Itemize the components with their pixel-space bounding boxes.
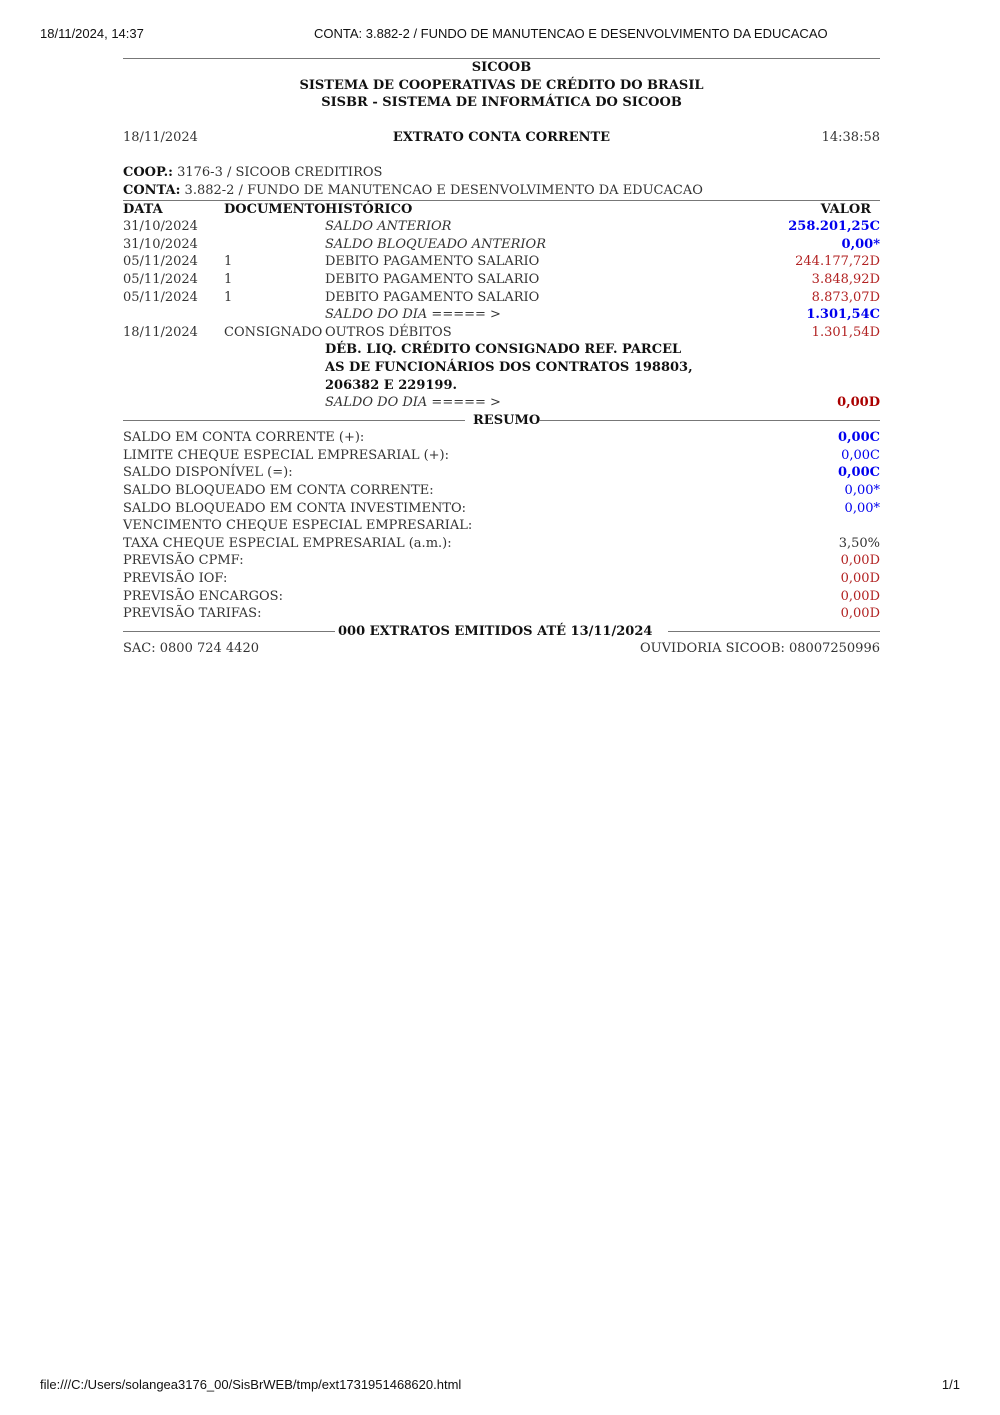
row-value: 244.177,72D xyxy=(795,254,880,270)
separator-rule-left xyxy=(123,631,335,632)
table-row xyxy=(123,236,880,254)
resumo-item xyxy=(123,447,880,465)
sac-phone: SAC: 0800 724 4420 xyxy=(123,641,259,657)
resumo-label: SALDO BLOQUEADO EM CONTA CORRENTE: xyxy=(123,483,434,499)
resumo-item xyxy=(123,500,880,518)
table-row xyxy=(123,253,880,271)
resumo-label: PREVISÃO CPMF: xyxy=(123,553,244,569)
col-valor: VALOR xyxy=(820,201,871,217)
resumo-item xyxy=(123,482,880,500)
extratos-count: 000 EXTRATOS EMITIDOS ATÉ 13/11/2024 xyxy=(338,623,653,639)
row-document: 1 xyxy=(224,271,233,287)
resumo-title: RESUMO xyxy=(473,412,541,428)
statement-title-row xyxy=(123,129,880,147)
coop-label: COOP.: xyxy=(123,165,173,181)
row-value: 1.301,54D xyxy=(811,324,880,340)
table-row xyxy=(123,289,880,307)
resumo-value: 0,00* xyxy=(844,500,880,516)
row-date: 31/10/2024 xyxy=(123,219,198,235)
extratos-separator xyxy=(123,623,880,641)
resumo-value: 3,50% xyxy=(838,535,880,551)
coop-row xyxy=(123,164,880,182)
coop-value: 3176-3 / SICOOB CREDITIROS xyxy=(177,165,383,181)
separator-rule-right xyxy=(539,420,880,421)
print-url: file:///C:/Users/solangea3176_00/SisBrWEB/tmp/ext1731951468620.html xyxy=(40,1377,462,1392)
row-history: DEBITO PAGAMENTO SALARIO xyxy=(325,271,540,287)
print-title: CONTA: 3.882-2 / FUNDO DE MANUTENCAO E DESENVOLVIMENTO DA EDUCACAO xyxy=(314,26,828,41)
spacer xyxy=(123,112,880,129)
row-history-detail: DÉB. LIQ. CRÉDITO CONSIGNADO REF. PARCEL xyxy=(325,342,682,358)
print-datetime: 18/11/2024, 14:37 xyxy=(40,26,144,41)
resumo-value: 0,00C xyxy=(837,465,880,481)
header-system-name: SISTEMA DE COOPERATIVAS DE CRÉDITO DO BRASIL xyxy=(299,77,704,93)
table-row-detail xyxy=(123,377,880,395)
row-history-detail: AS DE FUNCIONÁRIOS DOS CONTRATOS 198803, xyxy=(325,359,693,375)
col-documento: DOCUMENTO xyxy=(224,201,326,217)
resumo-label: TAXA CHEQUE ESPECIAL EMPRESARIAL (a.m.): xyxy=(123,535,452,551)
conta-label: CONTA: xyxy=(123,182,181,198)
table-row-detail xyxy=(123,359,880,377)
row-document: 1 xyxy=(224,289,233,305)
header-sisbr: SISBR - SISTEMA DE INFORMÁTICA DO SICOOB xyxy=(321,95,682,111)
resumo-separator xyxy=(123,412,880,430)
resumo-label: VENCIMENTO CHEQUE ESPECIAL EMPRESARIAL: xyxy=(123,518,473,534)
resumo-value: 0,00D xyxy=(840,553,880,569)
row-document: CONSIGNADO xyxy=(224,324,323,340)
contact-row xyxy=(123,640,880,658)
row-value: 1.301,54C xyxy=(806,307,880,323)
table-header xyxy=(123,201,880,219)
resumo-item xyxy=(123,464,880,482)
row-document: 1 xyxy=(224,254,233,270)
table-row xyxy=(123,218,880,236)
resumo-value: 0,00D xyxy=(840,571,880,587)
row-value: 0,00* xyxy=(841,236,880,252)
statement-title: EXTRATO CONTA CORRENTE xyxy=(392,129,611,145)
resumo-value: 0,00C xyxy=(841,447,880,463)
resumo-label: SALDO DISPONÍVEL (=): xyxy=(123,465,293,481)
resumo-item xyxy=(123,535,880,553)
row-value: 258.201,25C xyxy=(788,219,880,235)
row-value: 3.848,92D xyxy=(811,271,880,287)
row-history: SALDO DO DIA ===== > xyxy=(325,395,501,411)
resumo-item xyxy=(123,605,880,623)
col-historico: HISTÓRICO xyxy=(325,201,413,217)
row-history: DEBITO PAGAMENTO SALARIO xyxy=(325,289,540,305)
row-history: SALDO BLOQUEADO ANTERIOR xyxy=(325,236,546,252)
table-row-detail xyxy=(123,341,880,359)
browser-print-footer xyxy=(40,1377,960,1393)
statement-date: 18/11/2024 xyxy=(123,129,198,145)
resumo-item xyxy=(123,552,880,570)
row-history: SALDO DO DIA ===== > xyxy=(325,307,501,323)
ouvidoria-phone: OUVIDORIA SICOOB: 08007250996 xyxy=(639,641,880,657)
resumo-item xyxy=(123,570,880,588)
row-value: 8.873,07D xyxy=(811,289,880,305)
row-history-detail: 206382 E 229199. xyxy=(325,377,458,393)
statement-time: 14:38:58 xyxy=(821,129,880,145)
row-history: OUTROS DÉBITOS xyxy=(325,324,452,340)
conta-value: 3.882-2 / FUNDO DE MANUTENCAO E DESENVOLVIMENTO DA EDUCACAO xyxy=(184,182,703,198)
table-row-day-balance xyxy=(123,394,880,412)
row-history: SALDO ANTERIOR xyxy=(325,219,452,235)
resumo-item xyxy=(123,429,880,447)
table-row xyxy=(123,271,880,289)
resumo-value: 0,00C xyxy=(837,430,880,446)
col-data: DATA xyxy=(123,201,163,217)
resumo-label: PREVISÃO ENCARGOS: xyxy=(123,588,283,604)
resumo-label: PREVISÃO TARIFAS: xyxy=(123,606,262,622)
print-page-number: 1/1 xyxy=(941,1377,960,1392)
resumo-value: 0,00D xyxy=(840,606,880,622)
table-row-day-balance xyxy=(123,306,880,324)
separator-rule-left xyxy=(123,420,465,421)
resumo-label: SALDO EM CONTA CORRENTE (+): xyxy=(123,430,365,446)
row-date: 18/11/2024 xyxy=(123,324,198,340)
row-history: DEBITO PAGAMENTO SALARIO xyxy=(325,254,540,270)
statement-document xyxy=(123,58,880,658)
row-date: 05/11/2024 xyxy=(123,289,198,305)
row-date: 05/11/2024 xyxy=(123,254,198,270)
browser-print-header xyxy=(40,26,960,42)
row-date: 31/10/2024 xyxy=(123,236,198,252)
resumo-value: 0,00D xyxy=(840,588,880,604)
spacer xyxy=(123,146,880,164)
resumo-label: LIMITE CHEQUE ESPECIAL EMPRESARIAL (+): xyxy=(123,447,449,463)
separator-rule-right xyxy=(668,631,880,632)
conta-row xyxy=(123,182,880,200)
table-row xyxy=(123,324,880,342)
resumo-label: PREVISÃO IOF: xyxy=(123,571,228,587)
resumo-label: SALDO BLOQUEADO EM CONTA INVESTIMENTO: xyxy=(123,500,467,516)
row-value: 0,00D xyxy=(837,395,880,411)
header-sicoob: SICOOB xyxy=(471,60,532,75)
resumo-item xyxy=(123,517,880,535)
resumo-item xyxy=(123,588,880,606)
row-date: 05/11/2024 xyxy=(123,271,198,287)
resumo-value: 0,00* xyxy=(844,483,880,499)
